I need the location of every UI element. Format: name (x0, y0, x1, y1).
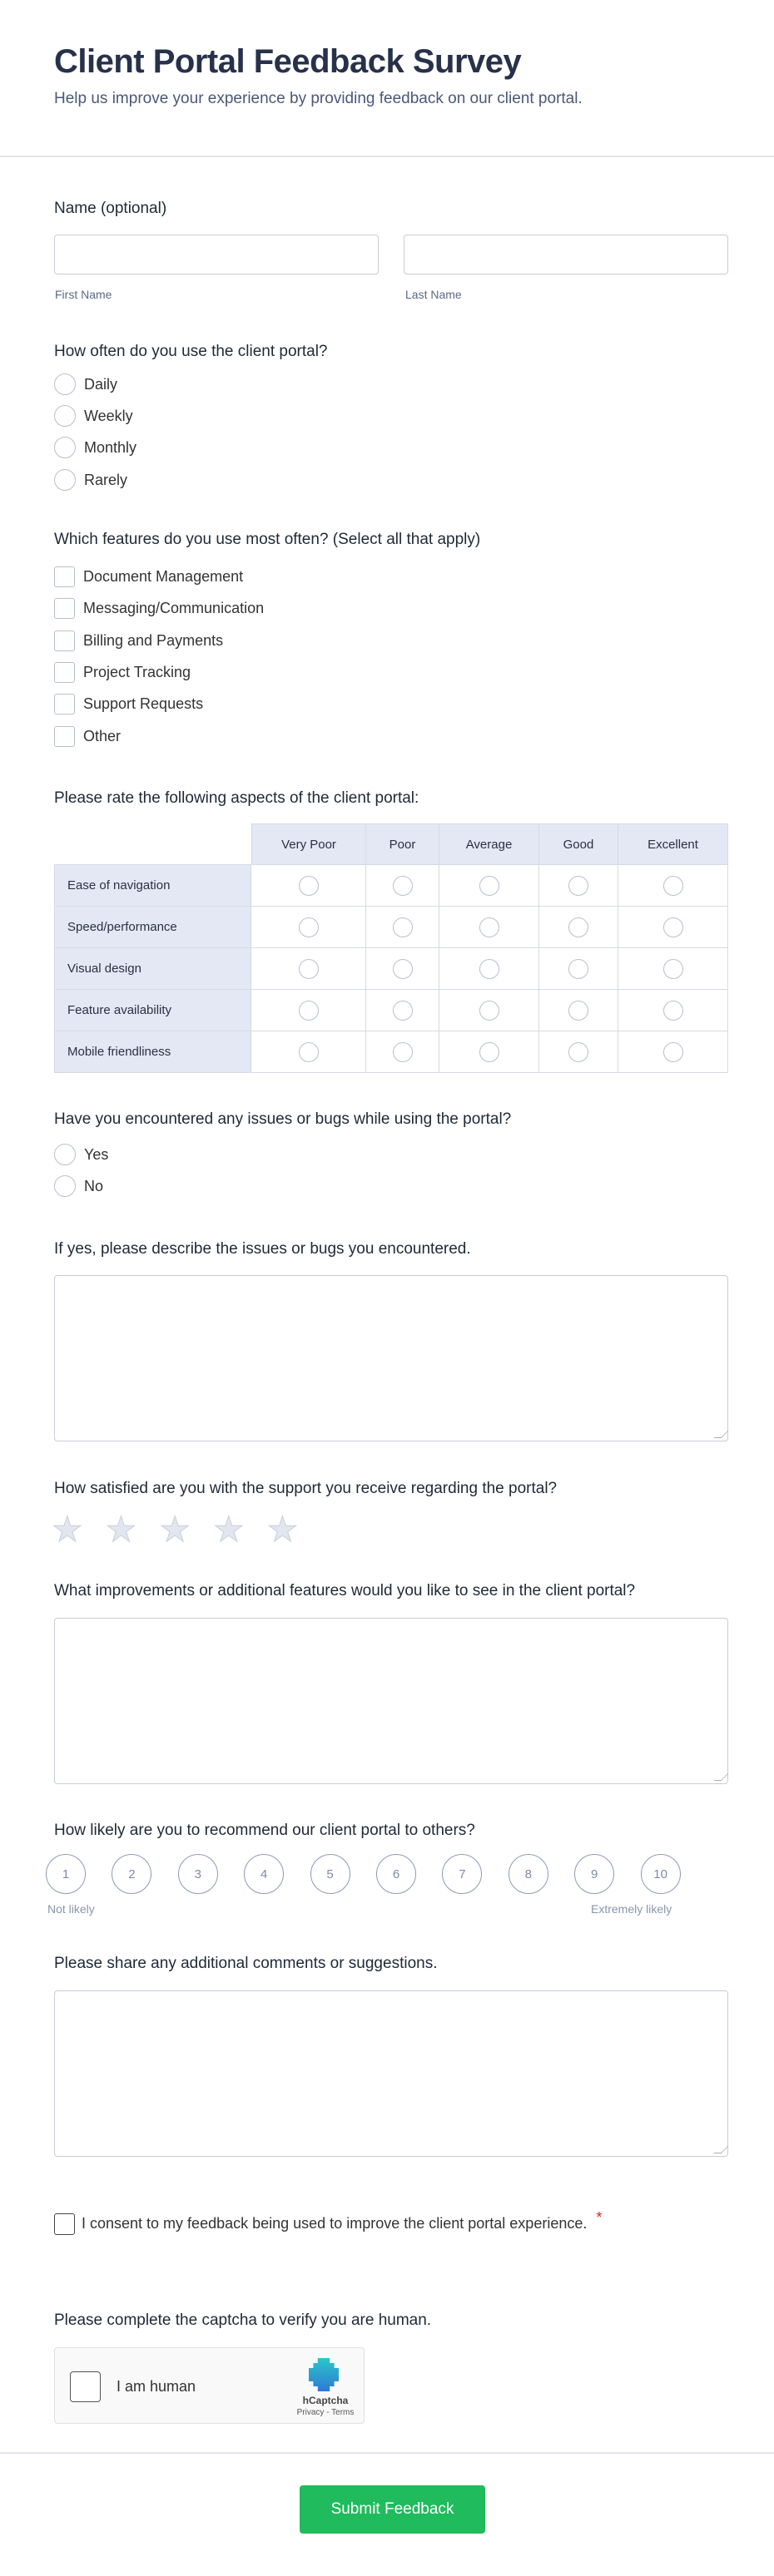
issues-option-label: Yes (84, 1145, 109, 1163)
nps-option[interactable]: 10 (641, 1854, 681, 1894)
radio-button[interactable] (54, 1175, 76, 1197)
describe-label: If yes, please describe the issues or bugs you encountered. (54, 1240, 471, 1258)
page-subtitle: Help us improve your experience by providing feedback on our client portal. (54, 90, 583, 107)
checkbox[interactable] (54, 662, 75, 683)
matrix-cell (439, 865, 539, 907)
matrix-radio[interactable] (393, 959, 413, 979)
name-label: Name (optional) (54, 200, 167, 217)
features-option[interactable] (54, 726, 121, 747)
star-icon[interactable]: ★ (52, 1510, 83, 1549)
matrix-cell (539, 1031, 618, 1073)
matrix-radio[interactable] (568, 1042, 588, 1062)
matrix-radio[interactable] (393, 876, 413, 896)
star-icon[interactable]: ★ (105, 1510, 137, 1549)
nps-option[interactable]: 9 (574, 1854, 614, 1894)
matrix-radio[interactable] (663, 1001, 683, 1021)
matrix-radio[interactable] (299, 917, 319, 937)
matrix-row-label: Mobile friendliness (54, 1031, 251, 1073)
header-divider (0, 156, 774, 157)
nps-low-label: Not likely (47, 1902, 95, 1916)
matrix-row (54, 948, 728, 990)
matrix-column-header: Average (439, 823, 539, 865)
matrix-radio[interactable] (568, 876, 588, 896)
frequency-option[interactable] (54, 437, 136, 458)
hcaptcha-widget (54, 2347, 365, 2424)
hcaptcha-brand: hCaptcha (302, 2395, 349, 2406)
captcha-checkbox-label: I am human (117, 2378, 196, 2395)
first-name-input[interactable] (54, 235, 379, 274)
matrix-cell (439, 990, 539, 1031)
features-label: Which features do you use most often? (Select all that apply) (54, 531, 481, 548)
footer-divider (0, 2452, 774, 2454)
matrix-cell (618, 907, 728, 948)
frequency-label: How often do you use the client portal? (54, 343, 328, 360)
matrix-cell (539, 990, 618, 1031)
first-name-sublabel: First Name (55, 288, 112, 301)
matrix-column-header: Very Poor (251, 823, 366, 865)
matrix-radio[interactable] (568, 959, 588, 979)
nps-option[interactable]: 3 (178, 1854, 218, 1894)
frequency-option-label: Monthly (84, 438, 137, 456)
issues-option[interactable] (54, 1144, 108, 1165)
rating-matrix (54, 823, 728, 1073)
radio-button[interactable] (54, 405, 76, 427)
captcha-label: Please complete the captcha to verify you are human. (54, 2311, 432, 2329)
hcaptcha-logo-icon (309, 2358, 339, 2391)
features-option-label: Support Requests (83, 695, 204, 712)
last-name-input[interactable] (404, 235, 728, 274)
page-title: Client Portal Feedback Survey (54, 43, 522, 80)
features-option-label: Other (83, 728, 122, 744)
frequency-option-label: Daily (84, 375, 118, 393)
comments-textarea[interactable] (54, 1990, 728, 2157)
issues-option[interactable] (54, 1175, 103, 1197)
matrix-radio[interactable] (299, 959, 319, 979)
checkbox[interactable] (54, 726, 75, 747)
features-option[interactable] (54, 598, 264, 619)
matrix-radio[interactable] (663, 876, 683, 896)
nps-high-label: Extremely likely (591, 1902, 672, 1916)
features-option[interactable] (54, 694, 203, 714)
matrix-radio[interactable] (479, 1042, 499, 1062)
matrix-cell (251, 1031, 366, 1073)
frequency-option[interactable] (54, 469, 127, 491)
matrix-column-header: Excellent (618, 823, 728, 865)
consent-text: I consent to my feedback being used to improve the client portal experience. (82, 2215, 588, 2232)
checkbox[interactable] (54, 598, 75, 619)
star-icon[interactable]: ★ (159, 1510, 191, 1549)
matrix-row (54, 990, 728, 1031)
matrix-radio[interactable] (299, 1042, 319, 1062)
frequency-option[interactable] (54, 373, 117, 395)
matrix-cell (439, 907, 539, 948)
nps-option[interactable]: 7 (442, 1854, 482, 1894)
matrix-cell (618, 865, 728, 907)
consent-field (54, 2206, 620, 2235)
matrix-cell (251, 907, 366, 948)
matrix-radio[interactable] (393, 917, 413, 937)
matrix-label: Please rate the following aspects of the client portal: (54, 789, 419, 807)
matrix-cell (439, 1031, 539, 1073)
features-option-label: Messaging/Communication (83, 600, 265, 616)
radio-button[interactable] (54, 437, 76, 458)
describe-textarea[interactable] (54, 1275, 728, 1441)
matrix-column-header: Good (539, 823, 618, 865)
matrix-cell (251, 948, 366, 990)
matrix-row (54, 865, 728, 907)
matrix-cell (539, 865, 618, 907)
matrix-radio[interactable] (663, 1042, 683, 1062)
improvements-textarea[interactable] (54, 1618, 728, 1784)
matrix-cell (366, 948, 439, 990)
features-option-label: Document Management (83, 568, 244, 585)
frequency-option[interactable] (54, 405, 133, 427)
required-asterisk: * (596, 2209, 603, 2226)
matrix-row (54, 907, 728, 948)
frequency-option-label: Rarely (84, 471, 128, 488)
captcha-checkbox[interactable] (70, 2371, 101, 2402)
star-rating (52, 1512, 298, 1547)
nps-option[interactable]: 2 (112, 1854, 151, 1894)
matrix-radio[interactable] (393, 1042, 413, 1062)
star-icon[interactable]: ★ (212, 1510, 245, 1549)
matrix-radio[interactable] (479, 917, 499, 937)
matrix-radio[interactable] (299, 876, 319, 896)
checkbox[interactable] (54, 694, 75, 714)
matrix-row (54, 1031, 728, 1073)
matrix-cell (251, 865, 366, 907)
consent-checkbox[interactable] (54, 2213, 75, 2235)
matrix-cell (439, 948, 539, 990)
matrix-cell (618, 948, 728, 990)
last-name-sublabel: Last Name (405, 288, 462, 301)
issues-label: Have you encountered any issues or bugs while using the portal? (54, 1110, 512, 1128)
matrix-radio[interactable] (393, 1001, 413, 1021)
improvements-label: What improvements or additional features would you like to see in the client portal? (54, 1582, 636, 1599)
matrix-radio[interactable] (663, 917, 683, 937)
checkbox[interactable] (54, 566, 75, 587)
matrix-radio[interactable] (568, 917, 588, 937)
comments-label: Please share any additional comments or suggestions. (54, 1955, 438, 1972)
matrix-radio[interactable] (479, 959, 499, 979)
matrix-corner (54, 823, 251, 865)
matrix-row-label: Feature availability (54, 990, 251, 1031)
nps-option[interactable]: 5 (310, 1854, 350, 1894)
matrix-cell (366, 865, 439, 907)
star-icon[interactable]: ★ (266, 1510, 299, 1549)
nps-option[interactable]: 1 (46, 1854, 86, 1894)
matrix-cell (366, 1031, 439, 1073)
matrix-cell (539, 948, 618, 990)
features-option[interactable] (54, 630, 223, 651)
features-option-label: Project Tracking (83, 664, 191, 680)
features-option[interactable] (54, 662, 191, 683)
checkbox[interactable] (54, 630, 75, 651)
matrix-radio[interactable] (299, 1001, 319, 1021)
matrix-row-label: Ease of navigation (54, 865, 251, 907)
nps-option[interactable]: 8 (509, 1854, 548, 1894)
recommend-label: How likely are you to recommend our client portal to others? (54, 1822, 475, 1839)
submit-button[interactable]: Submit Feedback (300, 2485, 485, 2534)
matrix-cell (618, 990, 728, 1031)
features-option-label: Billing and Payments (83, 632, 224, 649)
matrix-radio[interactable] (479, 876, 499, 896)
matrix-cell (539, 907, 618, 948)
matrix-radio[interactable] (663, 959, 683, 979)
matrix-row-label: Visual design (54, 948, 251, 990)
matrix-radio[interactable] (479, 1001, 499, 1021)
radio-button[interactable] (54, 373, 76, 395)
matrix-cell (251, 990, 366, 1031)
issues-option-label: No (84, 1177, 104, 1194)
nps-option[interactable]: 6 (376, 1854, 416, 1894)
matrix-radio[interactable] (568, 1001, 588, 1021)
radio-button[interactable] (54, 1144, 76, 1165)
nps-option[interactable]: 4 (244, 1854, 284, 1894)
radio-button[interactable] (54, 469, 76, 491)
frequency-option-label: Weekly (84, 407, 133, 424)
hcaptcha-links[interactable]: Privacy - Terms (296, 2408, 355, 2417)
features-option[interactable] (54, 566, 243, 587)
matrix-row-label: Speed/performance (54, 907, 251, 948)
matrix-cell (618, 1031, 728, 1073)
support-label: How satisfied are you with the support you receive regarding the portal? (54, 1480, 558, 1497)
matrix-cell (366, 907, 439, 948)
matrix-cell (366, 990, 439, 1031)
matrix-column-header: Poor (366, 823, 439, 865)
